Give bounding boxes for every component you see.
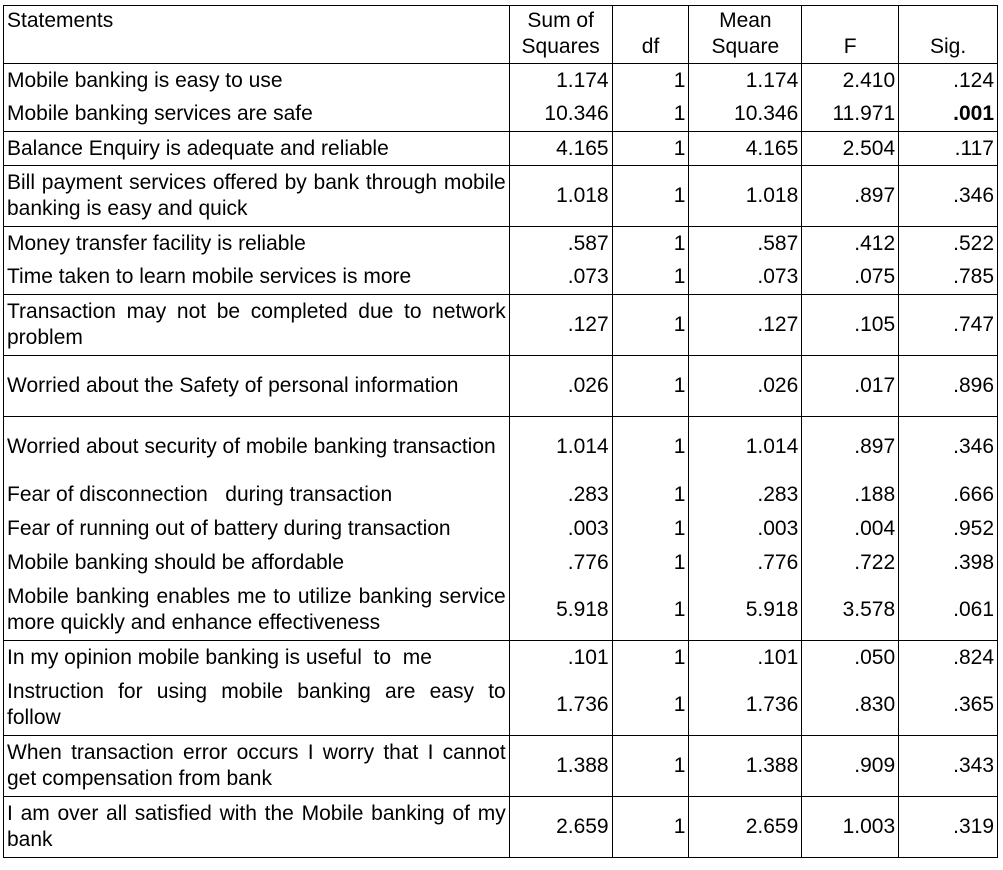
mean-square-cell: .073 [689,261,802,295]
table-row [4,736,998,797]
statement-cell: Fear of disconnection during transaction [4,478,510,512]
sum-of-squares-cell: .073 [509,261,612,295]
f-cell: .830 [802,675,899,736]
df-cell: 1 [612,478,689,512]
f-cell: .897 [802,166,899,227]
sig-cell: .398 [899,546,998,580]
mean-square-cell: .283 [689,478,802,512]
mean-square-cell: 1.174 [689,64,802,98]
table-row [4,546,998,580]
df-cell: 1 [612,641,689,675]
mean-square-cell: .587 [689,227,802,261]
header-f: F [802,6,899,64]
f-cell: 2.504 [802,132,899,166]
mean-square-cell: 1.736 [689,675,802,736]
table-row [4,580,998,641]
sum-of-squares-cell: 1.174 [509,64,612,98]
sig-cell: .117 [899,132,998,166]
table-row [4,166,998,227]
f-cell: 1.003 [802,797,899,858]
df-cell: 1 [612,261,689,295]
f-cell: .412 [802,227,899,261]
f-cell: .050 [802,641,899,675]
header-mean-square: Mean Square [689,6,802,64]
mean-square-cell: .127 [689,295,802,356]
f-cell: 11.971 [802,98,899,132]
statement-cell: Instruction for using mobile banking are easy to follow [4,675,510,736]
df-cell: 1 [612,166,689,227]
f-cell: .004 [802,512,899,546]
f-cell: .017 [802,356,899,417]
statement-cell: Bill payment services offered by bank through mobile banking is easy and quick [4,166,510,227]
mean-square-cell: .026 [689,356,802,417]
sum-of-squares-cell: .003 [509,512,612,546]
sig-cell: .346 [899,166,998,227]
df-cell: 1 [612,295,689,356]
statement-cell: Worried about the Safety of personal information [4,356,510,417]
table-row [4,132,998,166]
sum-of-squares-cell: .127 [509,295,612,356]
sum-of-squares-cell: 10.346 [509,98,612,132]
f-cell: 3.578 [802,580,899,641]
mean-square-cell: .776 [689,546,802,580]
table-row [4,64,998,98]
sig-cell: .365 [899,675,998,736]
statement-cell: Mobile banking services are safe [4,98,510,132]
sig-cell: .824 [899,641,998,675]
df-cell: 1 [612,132,689,166]
df-cell: 1 [612,736,689,797]
mean-square-cell: 1.018 [689,166,802,227]
df-cell: 1 [612,417,689,478]
table-row [4,797,998,858]
f-cell: 2.410 [802,64,899,98]
sig-cell: .952 [899,512,998,546]
sig-cell: .785 [899,261,998,295]
table-row [4,295,998,356]
sig-cell: .343 [899,736,998,797]
sig-cell: .666 [899,478,998,512]
mean-square-cell: 4.165 [689,132,802,166]
sig-cell: .124 [899,64,998,98]
table-row [4,356,998,417]
df-cell: 1 [612,797,689,858]
mean-square-cell: 1.388 [689,736,802,797]
statement-cell: Worried about security of mobile banking transaction [4,417,510,478]
f-cell: .909 [802,736,899,797]
f-cell: .188 [802,478,899,512]
header-statements: Statements [4,6,510,64]
header-df: df [612,6,689,64]
sum-of-squares-cell: 1.388 [509,736,612,797]
sig-cell: .346 [899,417,998,478]
table-row [4,261,998,295]
header-sum-of-squares: Sum of Squares [509,6,612,64]
f-cell: .722 [802,546,899,580]
df-cell: 1 [612,64,689,98]
statement-cell: I am over all satisfied with the Mobile banking of my bank [4,797,510,858]
sum-of-squares-cell: 1.014 [509,417,612,478]
df-cell: 1 [612,580,689,641]
table-row [4,512,998,546]
df-cell: 1 [612,546,689,580]
f-cell: .105 [802,295,899,356]
sum-of-squares-cell: 5.918 [509,580,612,641]
mean-square-cell: .003 [689,512,802,546]
df-cell: 1 [612,227,689,261]
sum-of-squares-cell: .776 [509,546,612,580]
df-cell: 1 [612,675,689,736]
sig-cell: .001 [899,98,998,132]
sig-cell: .747 [899,295,998,356]
statement-cell: Mobile banking is easy to use [4,64,510,98]
f-cell: .075 [802,261,899,295]
statement-cell: When transaction error occurs I worry that I cannot get compensation from bank [4,736,510,797]
statement-cell: Time taken to learn mobile services is more [4,261,510,295]
table-row [4,417,998,478]
sum-of-squares-cell: .283 [509,478,612,512]
statement-cell: Transaction may not be completed due to network problem [4,295,510,356]
statement-cell: In my opinion mobile banking is useful to me [4,641,510,675]
sum-of-squares-cell: 4.165 [509,132,612,166]
header-row [4,6,998,64]
header-sig: Sig. [899,6,998,64]
table-row [4,98,998,132]
sig-cell: .319 [899,797,998,858]
sum-of-squares-cell: .587 [509,227,612,261]
mean-square-cell: 10.346 [689,98,802,132]
f-cell: .897 [802,417,899,478]
table-row [4,641,998,675]
df-cell: 1 [612,356,689,417]
statement-cell: Fear of running out of battery during transaction [4,512,510,546]
sum-of-squares-cell: 1.018 [509,166,612,227]
table-row [4,675,998,736]
sum-of-squares-cell: 1.736 [509,675,612,736]
anova-table [3,5,998,858]
df-cell: 1 [612,98,689,132]
sig-cell: .061 [899,580,998,641]
df-cell: 1 [612,512,689,546]
statement-cell: Mobile banking should be affordable [4,546,510,580]
sum-of-squares-cell: .026 [509,356,612,417]
statement-cell: Mobile banking enables me to utilize banking service more quickly and enhance effectiveness [4,580,510,641]
sum-of-squares-cell: 2.659 [509,797,612,858]
sig-cell: .896 [899,356,998,417]
table-row [4,227,998,261]
statement-cell: Money transfer facility is reliable [4,227,510,261]
mean-square-cell: .101 [689,641,802,675]
statement-cell: Balance Enquiry is adequate and reliable [4,132,510,166]
mean-square-cell: 5.918 [689,580,802,641]
mean-square-cell: 1.014 [689,417,802,478]
mean-square-cell: 2.659 [689,797,802,858]
sig-cell: .522 [899,227,998,261]
sum-of-squares-cell: .101 [509,641,612,675]
table-row [4,478,998,512]
